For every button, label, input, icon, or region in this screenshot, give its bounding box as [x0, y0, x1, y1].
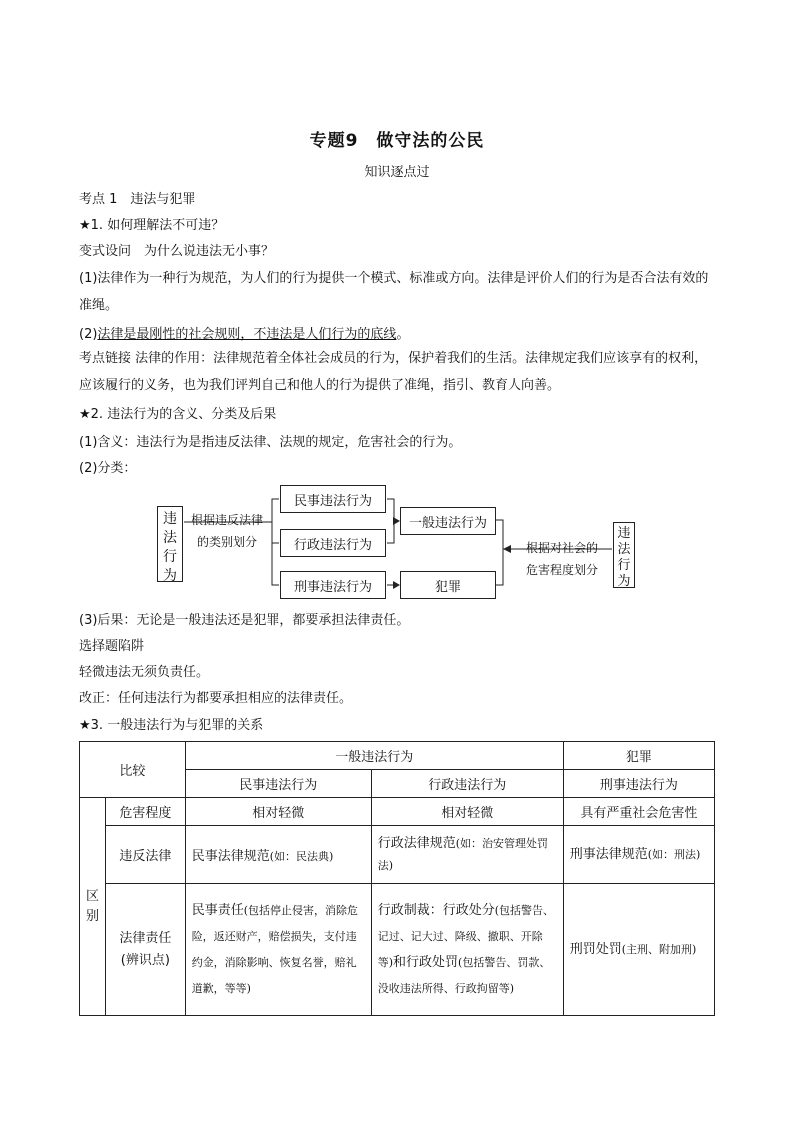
q1-answer-2-suffix: 。 — [396, 327, 410, 342]
trap-wrong-statement: 轻微违法无须负责任。 — [79, 665, 210, 680]
header-general-violation: 一般违法行为 — [185, 742, 563, 770]
admin-liability-main-1: 行政制裁：行政处分 — [377, 902, 495, 918]
link-text: 法律的作用：法律规范着全体社会成员的行为，保护着我们的生活。法律规定我们应该享有的权利，应该履行的义务，也为我们评判自己和他人的行为提供了准绳，指引、教育人向善。 — [79, 351, 708, 393]
cell-civil-harm: 相对轻微 — [185, 798, 371, 826]
civil-liability-note: (包括停止侵害，消除危险，返还财产，赔偿损失，支付违约金，消除影响、恢复名誉，赔礼道歉，等等) — [191, 903, 358, 995]
table-row — [80, 826, 715, 884]
header-criminal: 刑事违法行为 — [563, 770, 714, 798]
right-criterion-line-2: 危害程度划分 — [525, 563, 598, 577]
cell-civil-liability — [185, 884, 371, 1016]
row-label-liability — [106, 884, 186, 1016]
row-label-liability-line-1: 法律责任 — [119, 930, 172, 946]
q1-answer-1: (1)法律作为一种行为规范，为人们的行为提供一个模式、标准或方向。法律是评价人们的行为是否合法有效的准绳。 — [79, 271, 709, 313]
diff-label: 区别 — [80, 798, 106, 1016]
q1-answer-2-prefix: (2) — [79, 327, 98, 342]
admin-liability-main-2: 和行政处罚 — [393, 954, 459, 970]
q2-classify: (2)分类： — [79, 461, 137, 476]
q2-consequence: (3)后果：无论是一般违法还是犯罪，都要承担法律责任。 — [79, 613, 410, 628]
cell-criminal-liability — [563, 884, 714, 1016]
table-header-row-1 — [80, 742, 715, 770]
row-label-law: 违反法律 — [106, 826, 186, 884]
page-subtitle: 知识逐点过 — [364, 165, 430, 180]
civil-law-main: 民事法律规范 — [191, 849, 270, 864]
criminal-law-note: (如：刑法) — [647, 847, 701, 861]
left-criterion-line-1: 根据违反法律 — [190, 513, 263, 527]
q3-heading: ★3. 一般违法行为与犯罪的关系 — [79, 718, 264, 733]
q1-heading: ★1. 如何理解法不可违？ — [79, 218, 225, 233]
right-criterion-line-1: 根据对社会的 — [525, 541, 598, 555]
cell-civil-law — [185, 826, 371, 884]
variant-label: 变式设问 — [79, 244, 132, 259]
cell-criminal-law — [563, 826, 714, 884]
right-criterion — [514, 537, 610, 581]
admin-law-note: (如：治安管理处罚法) — [377, 836, 549, 872]
admin-violation-box: 行政违法行为 — [280, 529, 386, 557]
q2-meaning: (1)含义：违法行为是指违反法律、法规的规定，危害社会的行为。 — [79, 435, 462, 450]
kp1-heading: 考点 1 违法与犯罪 — [79, 192, 196, 207]
criminal-liability-main: 刑罚处罚 — [569, 941, 622, 957]
cell-criminal-harm: 具有严重社会危害性 — [563, 798, 714, 826]
left-illegal-behavior-box: 违法行为 — [157, 506, 183, 582]
page-title: 专题9 做守法的公民 — [309, 131, 485, 151]
admin-liability-note-1: (包括警告、记过、记大过、降级、撤职、开除等) — [377, 903, 555, 969]
left-criterion — [184, 509, 270, 553]
header-civil: 民事违法行为 — [185, 770, 371, 798]
civil-liability-main: 民事责任 — [191, 902, 244, 918]
right-illegal-behavior-box: 违法行为 — [613, 522, 635, 588]
cell-admin-liability — [371, 884, 563, 1016]
civil-law-note: (如：民法典) — [269, 850, 334, 863]
criminal-law-main: 刑事法律规范 — [569, 846, 648, 862]
left-criterion-line-2: 的类别划分 — [196, 535, 257, 549]
general-violation-box: 一般违法行为 — [400, 507, 496, 535]
link-label: 考点链接 — [79, 351, 132, 366]
admin-law-main: 行政法律规范 — [377, 835, 456, 851]
criminal-violation-box: 刑事违法行为 — [280, 571, 386, 599]
variant-text: 为什么说违法无小事？ — [144, 244, 275, 259]
civil-violation-box: 民事违法行为 — [280, 485, 386, 513]
row-label-harm: 危害程度 — [106, 798, 186, 826]
criminal-liability-note: (主刑、附加刑) — [621, 942, 697, 956]
q1-answer-2-underlined: 法律是最刚性的社会规则，不违法是人们行为的底线 — [97, 327, 397, 342]
relation-table — [79, 741, 715, 1016]
cell-admin-harm: 相对轻微 — [371, 798, 563, 826]
crime-box: 犯罪 — [400, 571, 496, 599]
trap-heading: 选择题陷阱 — [79, 639, 145, 654]
table-row — [80, 884, 715, 1016]
row-label-liability-line-2: (辨识点) — [120, 952, 170, 968]
header-compare: 比较 — [80, 742, 186, 798]
trap-correction: 改正：任何违法行为都要承担相应的法律责任。 — [79, 691, 353, 706]
header-crime: 犯罪 — [563, 742, 714, 770]
header-admin: 行政违法行为 — [371, 770, 563, 798]
table-row — [80, 798, 715, 826]
q2-heading: ★2. 违法行为的含义、分类及后果 — [79, 407, 277, 422]
admin-liability-note-2: (包括警告、罚款、没收违法所得、行政拘留等) — [377, 955, 551, 995]
cell-admin-law — [371, 826, 563, 884]
